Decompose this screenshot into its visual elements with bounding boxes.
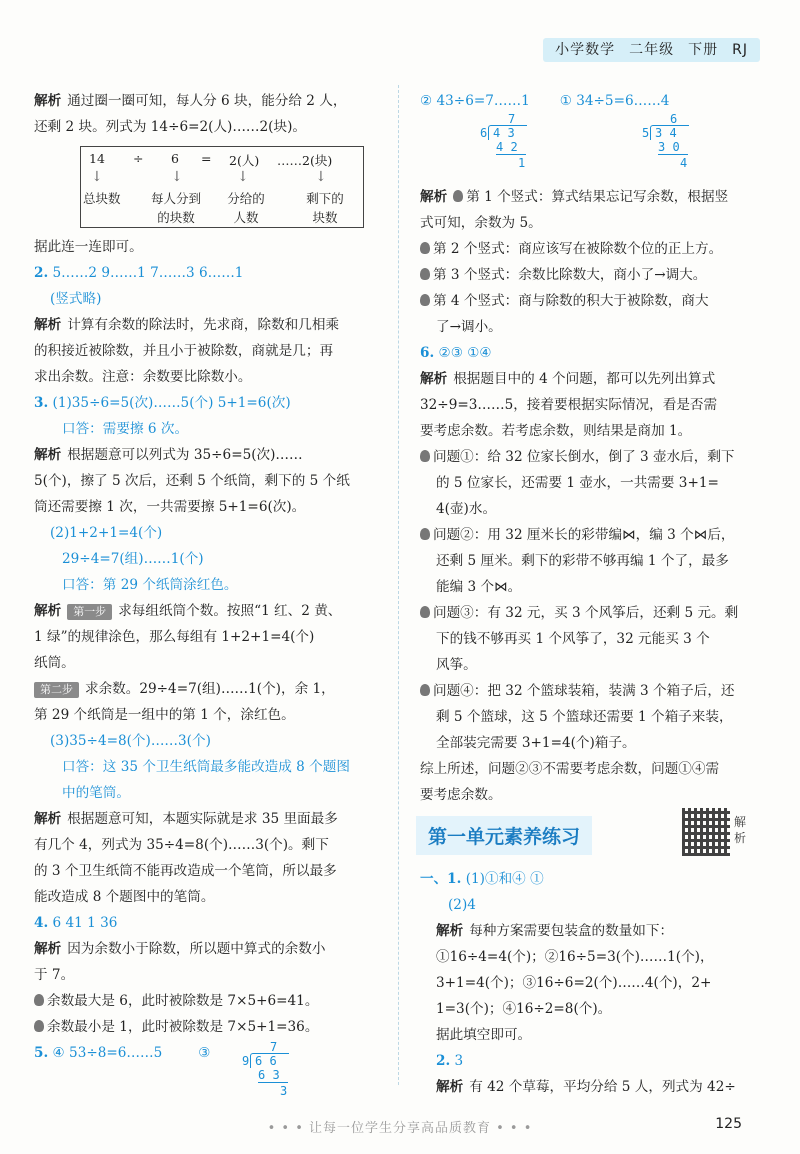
text-line: 求余数。29÷4=7(组)……1(个)，余 1， (85, 681, 335, 697)
right-column (420, 88, 765, 1100)
answer: ② 43÷6=7……1 (420, 93, 530, 109)
text-line: 纸筒。 (34, 655, 75, 671)
long-division-1 (478, 112, 538, 182)
text-line: 问题④：把 32 个篮球装箱，装满 3 个箱子后，还 (433, 683, 735, 699)
analysis-label: 解析 (420, 189, 448, 205)
division-dividend: 4 3 (488, 125, 527, 140)
text-line: ①16÷4=4(个)；②16÷5=3(个)……1(个)， (436, 949, 714, 965)
division-explanation-box (80, 146, 364, 228)
text-line: 求每组纸筒个数。按照“1 红、2 黄、 (118, 603, 342, 619)
division-dividend: 3 4 (650, 125, 689, 140)
text-line: 还剩 5 厘米。剩下的彩带不够再编 1 个了，最多 (436, 553, 729, 569)
text-line: 第 29 个纸筒是一组中的第 1 个，涂红色。 (34, 707, 295, 723)
page-number: 125 (715, 1116, 742, 1132)
division-quotient: 7 (270, 1040, 278, 1054)
box-term: 14 (89, 151, 105, 166)
box-term: ……2(块) (277, 153, 333, 168)
section-title: 第一单元素养练习 (416, 816, 592, 855)
box-term: 6 (171, 151, 179, 166)
question-number: 5. (34, 1045, 49, 1061)
down-arrow-icon: ↓ (171, 169, 183, 185)
answer: (2)1+2+1=4(个) (50, 525, 163, 541)
text-line: 第 2 个竖式：商应该写在被除数个位的正上方。 (433, 241, 723, 257)
down-arrow-icon: ↓ (315, 169, 327, 185)
division-quotient: 7 (508, 112, 516, 126)
answer: 3 (454, 1053, 464, 1069)
answer-note: (竖式略) (50, 291, 102, 307)
text-line: 因为余数小于除数，所以题中算式的余数小 (67, 941, 326, 957)
column-divider (398, 85, 399, 1085)
analysis-label: 解析 (420, 371, 448, 387)
text-line: 要考虑余数。若考虑余数，则结果是商加 1。 (420, 423, 692, 439)
text-line: 1 绿”的规律涂色，那么每组有 1+2+1=4(个) (34, 629, 315, 645)
analysis-label: 解析 (34, 603, 62, 619)
analysis-label: 解析 (436, 1079, 464, 1095)
text-line: 风筝。 (436, 657, 477, 673)
answer: ③ (198, 1045, 211, 1061)
down-arrow-icon: ↓ (91, 169, 103, 185)
answer: ④ 53÷8=6……5 (52, 1045, 163, 1061)
bulb-icon (420, 450, 430, 462)
bow-icon: ⋈ (622, 527, 636, 543)
text-line: 第 1 个竖式：算式结果忘记写余数，根据竖 (466, 189, 729, 205)
box-term: = (201, 151, 212, 166)
bulb-icon (420, 242, 430, 254)
header-term: 下册 (688, 42, 719, 58)
text-line: 据此填空即可。 (436, 1027, 532, 1043)
text-line: 第 4 个竖式：商与除数的积大于被除数，商大 (433, 293, 709, 309)
text-line: 4(壶)水。 (436, 501, 497, 517)
answer: 29÷4=7(组)……1(个) (62, 551, 204, 567)
division-quotient: 6 (670, 112, 678, 126)
text-line: 根据题意可知，本题实际就是求 35 里面最多 (67, 811, 338, 827)
long-division-q5 (240, 1040, 300, 1110)
box-term: 2(人) (229, 153, 260, 168)
division-remainder: 3 (280, 1084, 288, 1098)
answer: 中的笔筒。 (62, 785, 130, 801)
footer-slogan: • • • 让每一位学生分享高品质教育 • • • (267, 1121, 533, 1136)
text-line: 后， (707, 527, 735, 543)
analysis-label: 解析 (34, 447, 62, 463)
header-grade: 二年级 (629, 42, 675, 58)
text-line: 的积接近被除数，并且小于被除数，商就是几；再 (34, 343, 334, 359)
answer: 口答：需要擦 6 次。 (62, 421, 189, 437)
question-number: 6. (420, 345, 435, 361)
text-line: 根据题意可以列式为 35÷6=5(次)…… (67, 447, 303, 463)
step-badge: 第二步 (34, 682, 79, 698)
text-line: 的 5 位家长，还需要 1 壶水，一共需要 3+1= (436, 475, 719, 491)
answer: (2)4 (448, 897, 476, 913)
text-line: 问题③：有 32 元，买 3 个风筝后，还剩 5 元。剩 (433, 605, 739, 621)
bulb-icon (420, 606, 430, 618)
bow-icon: ⋈ (693, 527, 708, 543)
text-line: 3+1=4(个)；③16÷6=2(个)……4(个)，2+ (436, 975, 712, 991)
bulb-icon (420, 528, 430, 540)
answer: (1)35÷6=5(次)……5(个) 5+1=6(次) (52, 395, 291, 411)
question-number: 4. (34, 915, 49, 931)
text-line: 计算有余数的除法时，先求商，除数和几相乘 (67, 317, 340, 333)
text-line: 能编 3 个 (436, 579, 495, 595)
bulb-icon (453, 190, 463, 202)
bulb-icon (34, 1020, 44, 1032)
answer: (3)35÷4=8(个)……3(个) (50, 733, 211, 749)
text-line: 32÷9=3……5，接着要根据实际情况，看是否需 (420, 397, 718, 413)
answer: 口答：这 35 个卫生纸筒最多能改造成 8 个题图 (62, 759, 350, 775)
bow-icon: ⋈ (494, 579, 508, 595)
text-line: 据此连一连即可。 (34, 239, 143, 255)
question-number: 2. (34, 265, 49, 281)
box-label: 总块数 (83, 191, 121, 206)
bulb-icon (420, 294, 430, 306)
text-line: 全部装完需要 3+1=4(个)箱子。 (436, 735, 636, 751)
question-number: 2. (436, 1053, 451, 1069)
bulb-icon (34, 994, 44, 1006)
text-line: 还剩 2 块。列式为 14÷6=2(人)……2(块)。 (34, 119, 306, 135)
division-divisor: 5 (642, 126, 650, 140)
division-remainder: 1 (518, 156, 526, 170)
division-dividend: 6 6 (250, 1053, 289, 1068)
question-number: 一、1. (420, 871, 462, 887)
qr-label: 解析 (734, 815, 747, 845)
division-remainder: 4 (680, 156, 688, 170)
text-line: 1=3(个)；④16÷2=8(个)。 (436, 1001, 612, 1017)
question-number: 3. (34, 395, 49, 411)
left-column (34, 88, 384, 1110)
division-divisor: 9 (242, 1054, 250, 1068)
analysis-label: 解析 (34, 811, 62, 827)
text-line: 。 (507, 579, 522, 595)
qr-code-icon[interactable] (682, 808, 730, 856)
long-division-2 (640, 112, 700, 182)
long-division-row (420, 114, 765, 184)
text-line: 余数最大是 6，此时被除数是 7×5+6=41。 (47, 993, 319, 1009)
text-line: 要考虑余数。 (420, 787, 502, 803)
answer: 6 41 1 36 (52, 915, 118, 931)
text-line: 筒还需要擦 1 次，一共需要擦 5+1=6(次)。 (34, 499, 306, 515)
text-line: 式可知，余数为 5。 (420, 215, 542, 231)
division-product: 4 2 (496, 140, 526, 155)
division-product: 6 3 (258, 1068, 288, 1083)
answer: 5……2 9……1 7……3 6……1 (52, 265, 244, 281)
down-arrow-icon: ↓ (237, 169, 249, 185)
answer: (1)①和④ ① (465, 871, 544, 887)
division-divisor: 6 (480, 126, 488, 140)
bulb-icon (420, 684, 430, 696)
text-line: 的 3 个卫生纸筒不能再改造成一个笔筒，所以最多 (34, 863, 337, 879)
division-product: 3 0 (658, 140, 688, 155)
text-line: 下的钱不够再买 1 个风筝了，32 元能买 3 个 (436, 631, 710, 647)
header-subject: 小学数学 (555, 42, 616, 58)
text-line: 于 7。 (34, 967, 75, 983)
text-line: 余数最小是 1，此时被除数是 7×5+1=36。 (47, 1019, 319, 1035)
text-line: 第 3 个竖式：余数比除数大，商小了→调大。 (433, 267, 707, 283)
text-line: 有 42 个草莓，平均分给 5 人，列式为 42÷ (469, 1079, 736, 1095)
text-line: 每种方案需要包装盒的数量如下： (469, 923, 674, 939)
analysis-label: 解析 (34, 941, 62, 957)
header-edition: RJ (732, 42, 748, 58)
text-line: 根据题目中的 4 个问题，都可以先列出算式 (453, 371, 716, 387)
analysis-label: 解析 (34, 93, 62, 109)
text-line: 通过圈一圈可知，每人分 6 块，能分给 2 人， (67, 93, 347, 109)
box-label: 每人分到 的块数 (150, 191, 201, 225)
text-line: 了→调小。 (436, 319, 502, 335)
box-label: 分给的 人数 (227, 191, 265, 225)
analysis-label: 解析 (436, 923, 464, 939)
analysis-label: 解析 (34, 317, 62, 333)
text-line: ，编 3 个 (635, 527, 694, 543)
answer: ① 34÷5=6……4 (559, 93, 670, 109)
text-line: 问题②：用 32 厘米长的彩带编 (433, 527, 623, 543)
answer: 口答：第 29 个纸筒涂红色。 (62, 577, 238, 593)
step-badge: 第一步 (67, 604, 112, 620)
text-line: 5(个)，擦了 5 次后，还剩 5 个纸筒，剩下的 5 个纸 (34, 473, 350, 489)
text-line: 有几个 4，列式为 35÷4=8(个)……3(个)。剩下 (34, 837, 329, 853)
answer: ②③ ①④ (438, 345, 492, 361)
box-term: ÷ (133, 151, 144, 166)
text-line: 求出余数。注意：余数要比除数小。 (34, 369, 252, 385)
text-line: 问题①：给 32 位家长倒水，倒了 3 壶水后，剩下 (433, 449, 735, 465)
text-line: 综上所述，问题②③不需要考虑余数，问题①④需 (420, 761, 720, 777)
text-line: 能改造成 8 个题图中的笔筒。 (34, 889, 215, 905)
box-label: 剩下的 块数 (306, 191, 344, 225)
bulb-icon (420, 268, 430, 280)
text-line: 剩 5 个篮球，这 5 个篮球还需要 1 个箱子来装， (436, 709, 733, 725)
page-header (543, 38, 760, 62)
